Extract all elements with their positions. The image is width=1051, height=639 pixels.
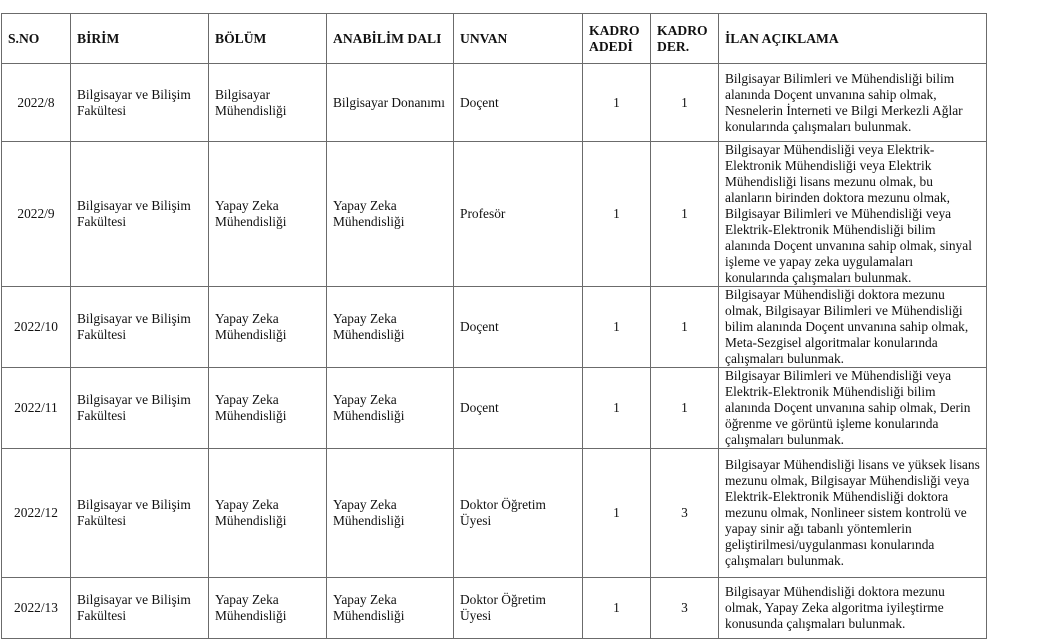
cell-kadro-adedi: 1	[583, 368, 651, 449]
cell-anabilim-dali: Yapay Zeka Mühendisliği	[327, 578, 454, 639]
header-kadro-der: KADRO DER.	[651, 14, 719, 64]
cell-anabilim-dali: Yapay Zeka Mühendisliği	[327, 449, 454, 578]
cell-ilan-aciklama: Bilgisayar Mühendisliği doktora mezunu olmak, Bilgisayar Bilimleri ve Mühendisliği bilim alanında Doçent unvanına sahip olmak, Meta-Sezgisel algoritmalar konularında çalışmaları bulunmak.	[719, 287, 987, 368]
cell-unvan: Doçent	[454, 64, 583, 142]
cell-kadro-adedi: 1	[583, 287, 651, 368]
cell-birim: Bilgisayar ve Bilişim Fakültesi	[71, 64, 209, 142]
table-row	[2, 142, 987, 287]
cell-birim: Bilgisayar ve Bilişim Fakültesi	[71, 287, 209, 368]
cell-unvan: Doçent	[454, 287, 583, 368]
header-row	[2, 14, 987, 64]
table-row	[2, 449, 987, 578]
header-kadro-adedi: KADRO ADEDİ	[583, 14, 651, 64]
table-row	[2, 64, 987, 142]
cell-kadro-der: 1	[651, 142, 719, 287]
cell-sno: 2022/12	[2, 449, 71, 578]
header-unvan: UNVAN	[454, 14, 583, 64]
cell-anabilim-dali: Yapay Zeka Mühendisliği	[327, 142, 454, 287]
cell-ilan-aciklama: Bilgisayar Bilimleri ve Mühendisliği veya Elektrik-Elektronik Mühendisliği bilim alanında Doçent unvanına sahip olmak, Derin öğrenme ve görüntü işleme konularında çalışmaları bulunmak.	[719, 368, 987, 449]
cell-bolum: Yapay Zeka Mühendisliği	[209, 368, 327, 449]
cell-unvan: Profesör	[454, 142, 583, 287]
cell-bolum: Yapay Zeka Mühendisliği	[209, 449, 327, 578]
cell-birim: Bilgisayar ve Bilişim Fakültesi	[71, 449, 209, 578]
job-postings-table	[1, 13, 987, 639]
cell-kadro-der: 1	[651, 368, 719, 449]
cell-sno: 2022/9	[2, 142, 71, 287]
cell-bolum: Yapay Zeka Mühendisliği	[209, 287, 327, 368]
cell-sno: 2022/8	[2, 64, 71, 142]
cell-unvan: Doktor Öğretim Üyesi	[454, 578, 583, 639]
cell-ilan-aciklama: Bilgisayar Mühendisliği veya Elektrik-Elektronik Mühendisliği veya Elektrik Mühendisliği lisans mezunu olmak, bu alanların birinden doktora mezunu olmak, Bilgisayar Bilimleri ve Mühendisliği veya Elektrik-Elektronik Mühendisliği bilim alanında Doçent unvanına sahip olmak, sinyal işleme ve yapay zeka uygulamaları konularında çalışmaları bulunmak.	[719, 142, 987, 287]
cell-birim: Bilgisayar ve Bilişim Fakültesi	[71, 578, 209, 639]
header-bolum: BÖLÜM	[209, 14, 327, 64]
header-birim: BİRİM	[71, 14, 209, 64]
header-ilan-aciklama: İLAN AÇIKLAMA	[719, 14, 987, 64]
table-row	[2, 578, 987, 639]
cell-birim: Bilgisayar ve Bilişim Fakültesi	[71, 368, 209, 449]
cell-ilan-aciklama: Bilgisayar Mühendisliği doktora mezunu olmak, Yapay Zeka algoritma iyileştirme konusunda çalışmaları bulunmak.	[719, 578, 987, 639]
header-anabilim-dali: ANABİLİM DALI	[327, 14, 454, 64]
table-row	[2, 287, 987, 368]
cell-anabilim-dali: Yapay Zeka Mühendisliği	[327, 287, 454, 368]
table-row	[2, 368, 987, 449]
cell-anabilim-dali: Bilgisayar Donanımı	[327, 64, 454, 142]
cell-sno: 2022/10	[2, 287, 71, 368]
cell-bolum: Yapay Zeka Mühendisliği	[209, 578, 327, 639]
cell-unvan: Doçent	[454, 368, 583, 449]
cell-anabilim-dali: Yapay Zeka Mühendisliği	[327, 368, 454, 449]
cell-kadro-adedi: 1	[583, 449, 651, 578]
cell-kadro-der: 3	[651, 449, 719, 578]
cell-kadro-der: 1	[651, 64, 719, 142]
cell-birim: Bilgisayar ve Bilişim Fakültesi	[71, 142, 209, 287]
cell-sno: 2022/11	[2, 368, 71, 449]
cell-ilan-aciklama: Bilgisayar Mühendisliği lisans ve yüksek lisans mezunu olmak, Bilgisayar Mühendisliği veya Elektrik-Elektronik Mühendisliği doktora mezunu olmak, Nonlineer sistem kontrolü ve yapay sinir ağı tabanlı yöntemlerin geliştirilmesi/uygulanması konularında çalışmaları bulunmak.	[719, 449, 987, 578]
cell-bolum: Bilgisayar Mühendisliği	[209, 64, 327, 142]
cell-kadro-adedi: 1	[583, 578, 651, 639]
cell-bolum: Yapay Zeka Mühendisliği	[209, 142, 327, 287]
cell-kadro-adedi: 1	[583, 64, 651, 142]
cell-unvan: Doktor Öğretim Üyesi	[454, 449, 583, 578]
cell-kadro-adedi: 1	[583, 142, 651, 287]
cell-ilan-aciklama: Bilgisayar Bilimleri ve Mühendisliği bilim alanında Doçent unvanına sahip olmak, Nesnelerin İnterneti ve Bilgi Merkezli Ağlar konularında çalışmaları bulunmak.	[719, 64, 987, 142]
header-sno: S.NO	[2, 14, 71, 64]
cell-sno: 2022/13	[2, 578, 71, 639]
cell-kadro-der: 1	[651, 287, 719, 368]
cell-kadro-der: 3	[651, 578, 719, 639]
